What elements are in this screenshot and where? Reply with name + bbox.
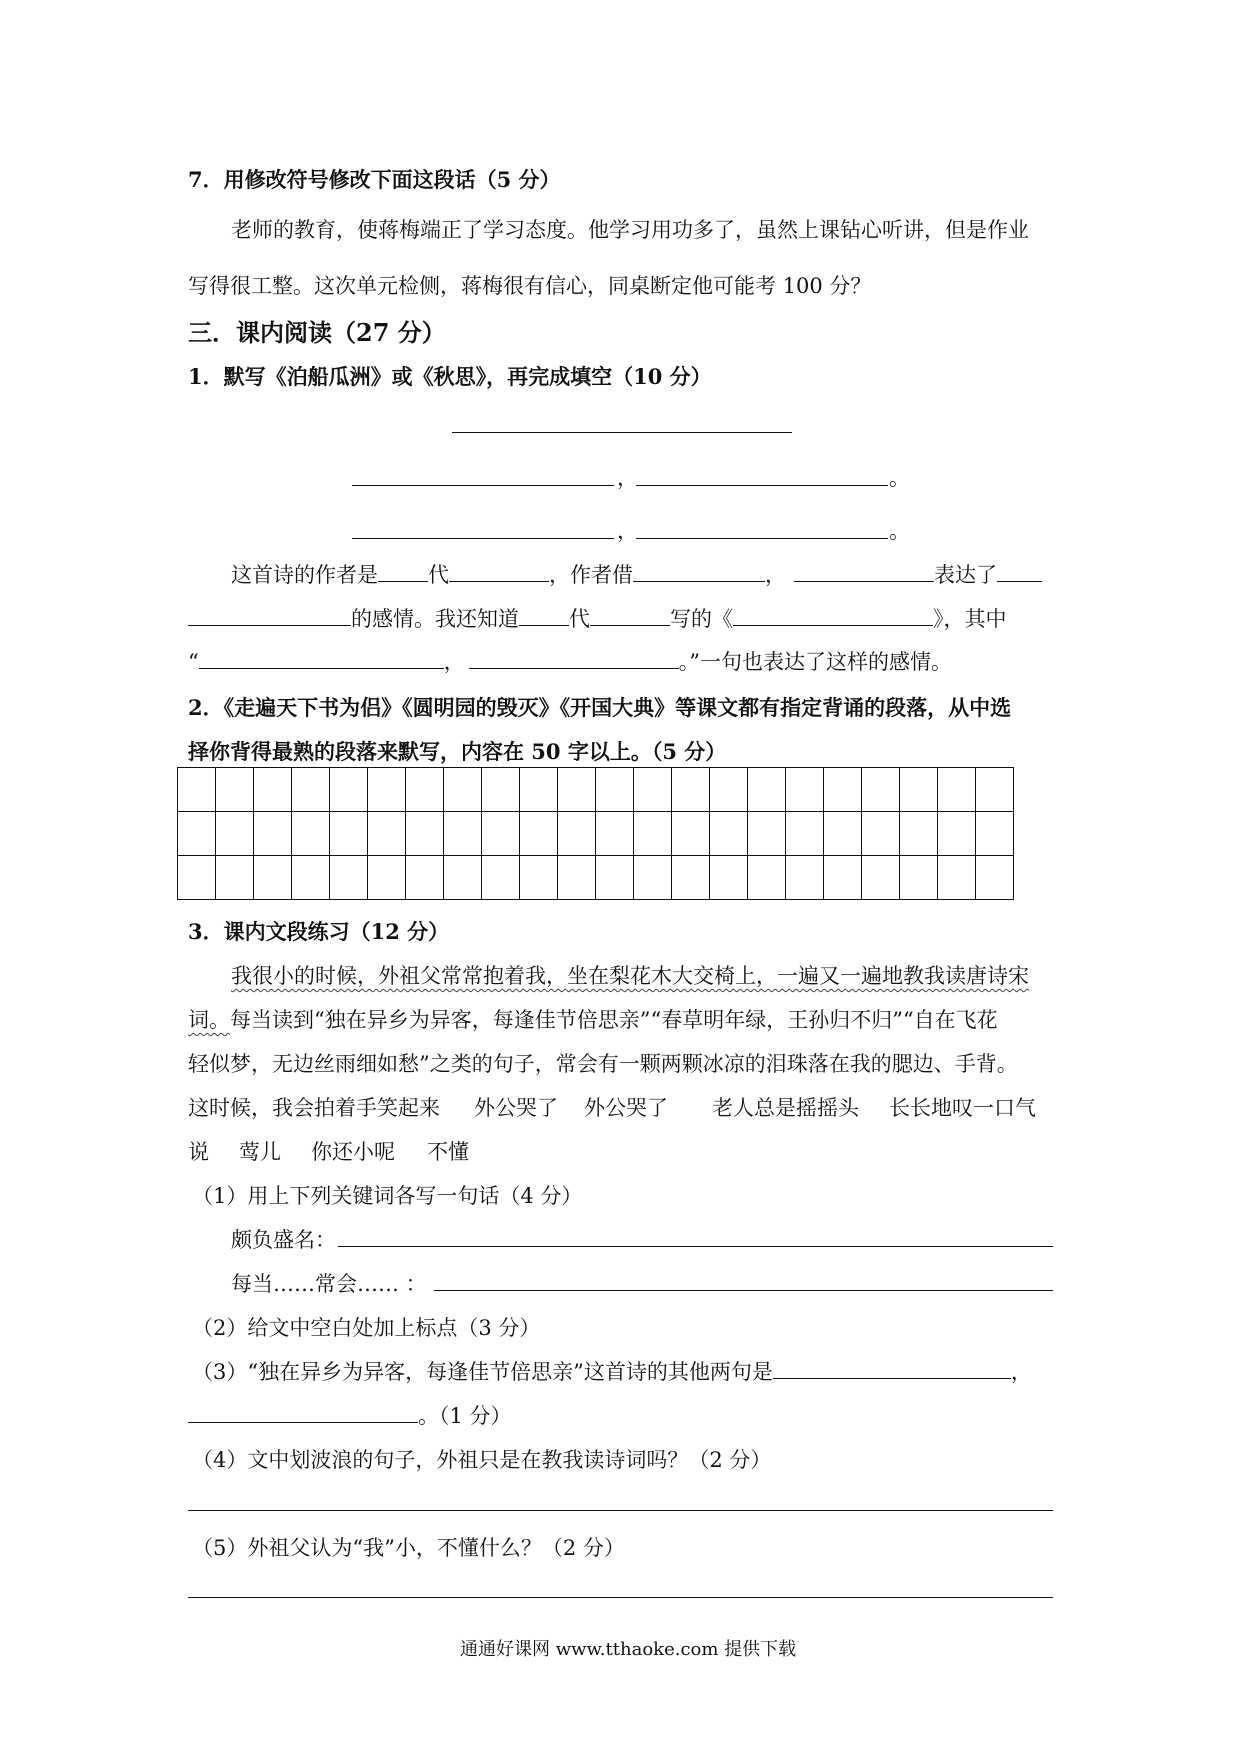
q3-passage-line4: [188, 1092, 1036, 1122]
q3-passage-line5: [188, 1136, 469, 1166]
fill-text: ，: [443, 650, 465, 674]
fill-text: ，: [765, 563, 786, 587]
imagery-blank-b[interactable]: [794, 580, 934, 582]
quote-blank-a[interactable]: [199, 667, 444, 669]
fill-text: “: [188, 650, 199, 674]
poem-line2-blank-a[interactable]: [352, 538, 614, 539]
grid-row: [178, 768, 1014, 812]
sub3-text: （3）“独在异乡为异客，每逢佳节倍思亲”这首诗的其他两句是: [192, 1360, 773, 1384]
fill-text: ，作者借: [549, 563, 633, 587]
wavy-text: 词。: [188, 1008, 230, 1032]
q2-title-line1: 2．《走遍天下书为侣》《圆明园的毁灭》《开国大典》等课文都有指定背诵的段落，从中选: [188, 695, 1012, 720]
author-blank[interactable]: [449, 580, 549, 582]
poem-line1-period: 。: [889, 466, 910, 490]
passage-text: 每当读到“独在异乡为异客，每逢佳节倍思亲”“春草明年绿，王孙归不归”“自在飞花: [230, 1008, 998, 1032]
quote-blank-b[interactable]: [469, 667, 679, 669]
dynasty-blank[interactable]: [378, 580, 428, 582]
passage-text: 外公哭了: [474, 1096, 558, 1120]
poem-line2-blank-b[interactable]: [636, 538, 888, 539]
fill-row3: [188, 646, 952, 676]
grid-row: [178, 812, 1014, 856]
fill-text: 代: [569, 607, 590, 631]
passage-text: 不懂: [427, 1140, 469, 1164]
section3-title: 三．课内阅读（27 分）: [188, 318, 446, 347]
passage-text: 你还小呢: [311, 1140, 395, 1164]
page-footer: 通通好课网 www.tthaoke.com 提供下载: [460, 1639, 797, 1660]
emotion-blank-start[interactable]: [997, 580, 1042, 582]
poem-title-blank[interactable]: [452, 432, 792, 433]
passage-text: 外公哭了: [584, 1096, 668, 1120]
fill-row1: [231, 559, 1042, 589]
sub5-title: （5）外祖父认为“我”小，不懂什么？（2 分）: [192, 1536, 625, 1560]
poem-line1-comma: ，: [617, 466, 638, 490]
q3-passage-line1: 我很小的时候，外祖父常常抱着我，坐在梨花木大交椅上，一遍又一遍地教我读唐诗宋: [231, 964, 1029, 988]
poem-line2-comma: ，: [617, 519, 638, 543]
writing-grid[interactable]: [177, 767, 1014, 900]
passage-text: 老人总是摇摇头: [712, 1096, 859, 1120]
q3-passage-line2: [188, 1004, 998, 1034]
fill-text: 的感情。我还知道: [351, 607, 519, 631]
q7-paragraph-line2: 写得很工整。这次单元检侧，蒋梅很有信心，同桌断定他可能考 100 分？: [188, 274, 872, 298]
sub2-title: （2）给文中空白处加上标点（3 分）: [192, 1316, 541, 1340]
sub3-blank-a[interactable]: [773, 1377, 1011, 1379]
sub3-line1: [192, 1356, 1032, 1386]
fill-text: 》，其中: [933, 607, 1007, 631]
sub4-answer-line[interactable]: [188, 1510, 1053, 1511]
q2-title-line2: 择你背得最熟的段落来默写，内容在 50 字以上。（5 分）: [188, 739, 727, 764]
fill-text: 写的《: [670, 607, 733, 631]
fill-text: 代: [428, 563, 449, 587]
sub4-title: （4）文中划波浪的句子，外祖只是在教我读诗词吗？（2 分）: [192, 1448, 772, 1472]
sub3-text: 。（1 分）: [418, 1404, 512, 1428]
q7-paragraph-line1: 老师的教育，使蒋梅端正了学习态度。他学习用功多了，虽然上课钻心听讲，但是作业: [231, 218, 1029, 242]
fill-text: 这首诗的作者是: [231, 563, 378, 587]
fill-text: 。”一句也表达了这样的感情。: [678, 650, 952, 674]
q3-passage-line3: 轻似梦，无边丝雨细如愁”之类的句子，常会有一颗两颗冰凉的泪珠落在我的腮边、手背。: [188, 1052, 1018, 1076]
fill-text: 表达了: [934, 563, 997, 587]
q3-title: 3．课内文段练习（12 分）: [188, 919, 450, 944]
other-author-blank[interactable]: [590, 624, 670, 626]
poem-line2-period: 。: [889, 519, 910, 543]
sub3-blank-b[interactable]: [188, 1421, 418, 1423]
other-dynasty-blank[interactable]: [519, 624, 569, 626]
imagery-blank-a[interactable]: [633, 580, 765, 582]
other-poem-title-blank[interactable]: [733, 624, 933, 626]
q7-title: 7．用修改符号修改下面这段话（5 分）: [188, 167, 561, 192]
sub1-title: （1）用上下列关键词各写一句话（4 分）: [192, 1184, 583, 1208]
passage-text: 莺儿: [239, 1140, 281, 1164]
sub3-comma: ，: [1010, 1360, 1032, 1384]
sub3-line2: [188, 1400, 512, 1430]
sub1-a-label: 颇负盛名：: [231, 1228, 336, 1252]
passage-text: 这时候，我会拍着手笑起来: [188, 1096, 440, 1120]
sub1-a-blank[interactable]: [338, 1246, 1053, 1247]
grid-row: [178, 856, 1014, 900]
sub1-b-blank[interactable]: [434, 1290, 1053, 1291]
poem-line1-blank-b[interactable]: [636, 485, 888, 486]
poem-line1-blank-a[interactable]: [352, 485, 614, 486]
passage-text: 长长地叹一口气: [889, 1096, 1036, 1120]
fill-row2: [188, 603, 1007, 633]
sub5-answer-line[interactable]: [188, 1597, 1053, 1598]
q1-title: 1．默写《泊船瓜洲》或《秋思》，再完成填空（10 分）: [188, 364, 712, 389]
passage-text: 说: [188, 1140, 209, 1164]
sub1-b-label: 每当……常会…… ：: [231, 1272, 427, 1296]
emotion-blank[interactable]: [188, 624, 351, 626]
